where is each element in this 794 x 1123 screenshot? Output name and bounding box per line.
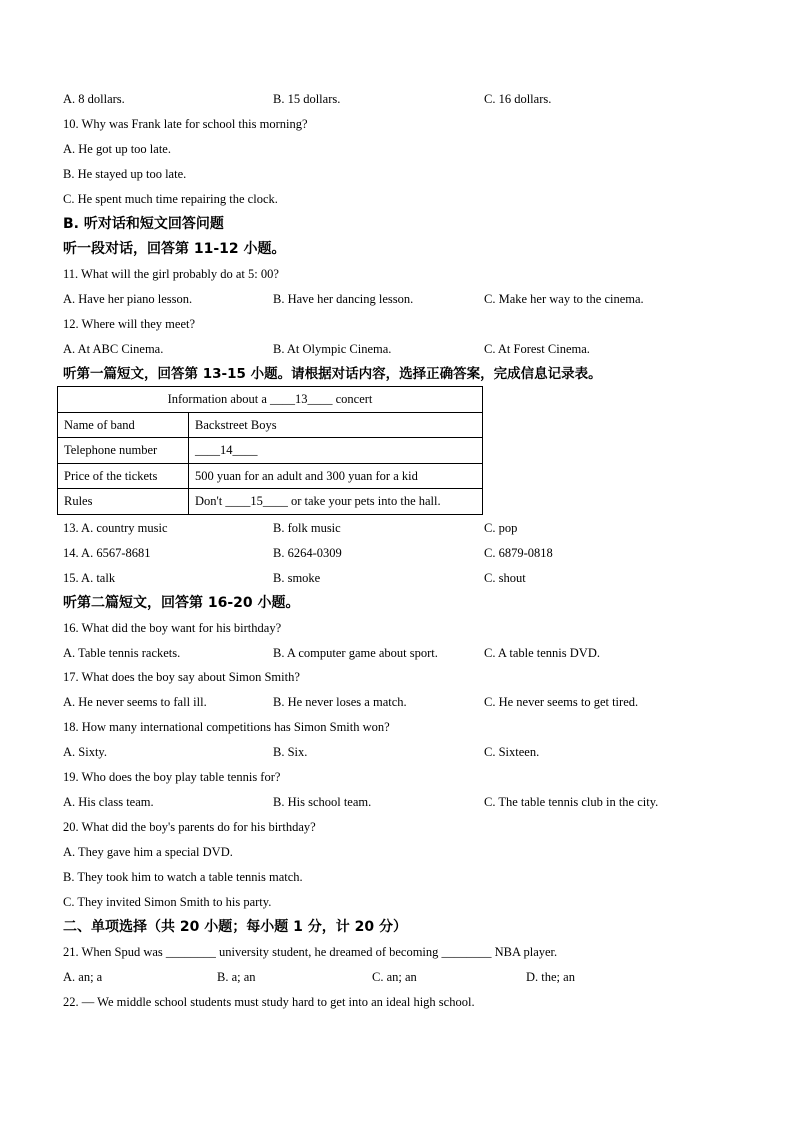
blank-13: ____13____: [270, 392, 333, 407]
option-c: C. Make her way to the cinema.: [484, 292, 644, 306]
option-a: A. Table tennis rackets.: [63, 646, 181, 660]
option-c: C. 16 dollars.: [484, 92, 552, 106]
q13-options: [63, 520, 743, 536]
table-title: [58, 387, 483, 413]
option-c: C. He spent much time repairing the clock.: [63, 192, 278, 206]
question-17: 17. What does the boy say about Simon Smith?: [63, 670, 300, 684]
option-b: B. a; an: [217, 970, 256, 984]
option-b: B. He never loses a match.: [273, 695, 407, 709]
option-b: B. At Olympic Cinema.: [273, 342, 392, 356]
option-b: B. 6264-0309: [273, 546, 342, 560]
info-record-table: [57, 386, 483, 515]
option-c: C. At Forest Cinema.: [484, 342, 590, 356]
table-row: [58, 438, 483, 464]
q17-options: [63, 694, 743, 710]
title-suffix: concert: [332, 392, 373, 407]
option-c: C. A table tennis DVD.: [484, 646, 600, 660]
option-b: B. A computer game about sport.: [273, 646, 438, 660]
q16-options: [63, 645, 743, 661]
question-10: 10. Why was Frank late for school this morning?: [63, 117, 308, 131]
option-a: A. He got up too late.: [63, 142, 171, 156]
table-row: [58, 489, 483, 515]
option-b: B. They took him to watch a table tennis match.: [63, 870, 303, 884]
option-c: C. He never seems to get tired.: [484, 695, 639, 709]
option-a: A. an; a: [63, 970, 103, 984]
part2-heading: 二、单项选择（共 20 小题；每小题 1 分，计 20 分）: [63, 919, 407, 935]
option-b: B. Six.: [273, 745, 308, 759]
question-16: 16. What did the boy want for his birthday?: [63, 621, 282, 635]
question-12: 12. Where will they meet?: [63, 317, 196, 331]
table-row: [58, 463, 483, 489]
question-19: 19. Who does the boy play table tennis for?: [63, 770, 281, 784]
row-key: Telephone number: [58, 438, 189, 464]
row-value: Backstreet Boys: [189, 412, 483, 438]
q9-options: [63, 91, 743, 107]
row-key: Price of the tickets: [58, 463, 189, 489]
option-b: B. 15 dollars.: [273, 92, 341, 106]
table-row: [58, 412, 483, 438]
q12-options: [63, 341, 743, 357]
q15-options: [63, 570, 743, 586]
row-key: Rules: [58, 489, 189, 515]
option-a: A. His class team.: [63, 795, 154, 809]
option-c: C. Sixteen.: [484, 745, 540, 759]
question-21: 21. When Spud was ________ university student, he dreamed of becoming ________ NBA player.: [63, 945, 558, 959]
option-b: B. His school team.: [273, 795, 372, 809]
dialogue-heading: 听一段对话，回答第 11-12 小题。: [63, 241, 286, 257]
table-row: [58, 387, 483, 413]
option-b: B. folk music: [273, 521, 341, 535]
option-a: 14. A. 6567-8681: [63, 546, 151, 560]
q21-options: [63, 969, 743, 985]
question-20: 20. What did the boy's parents do for his birthday?: [63, 820, 316, 834]
passage1-heading: 听第一篇短文，回答第 13-15 小题。请根据对话内容，选择正确答案，完成信息记录表。: [63, 366, 602, 382]
option-c: C. 6879-0818: [484, 546, 553, 560]
option-a: 13. A. country music: [63, 521, 168, 535]
question-11: 11. What will the girl probably do at 5: 00?: [63, 267, 279, 281]
row-value: 500 yuan for an adult and 300 yuan for a kid: [189, 463, 483, 489]
option-b: B. He stayed up too late.: [63, 167, 187, 181]
option-c: C. They invited Simon Smith to his party.: [63, 895, 272, 909]
question-18: 18. How many international competitions has Simon Smith won?: [63, 720, 390, 734]
option-b: B. smoke: [273, 571, 321, 585]
option-c: C. an; an: [372, 970, 417, 984]
row-value: ____14____: [189, 438, 483, 464]
title-prefix: Information about a: [167, 392, 270, 407]
section-b-heading: B. 听对话和短文回答问题: [63, 216, 224, 232]
option-a: A. He never seems to fall ill.: [63, 695, 207, 709]
option-a: A. 8 dollars.: [63, 92, 125, 106]
option-a: 15. A. talk: [63, 571, 116, 585]
option-c: C. pop: [484, 521, 518, 535]
option-c: C. shout: [484, 571, 526, 585]
option-d: D. the; an: [526, 970, 575, 984]
question-22: 22. — We middle school students must study hard to get into an ideal high school.: [63, 995, 475, 1009]
q14-options: [63, 545, 743, 561]
passage2-heading: 听第二篇短文，回答第 16-20 小题。: [63, 595, 300, 611]
option-a: A. They gave him a special DVD.: [63, 845, 233, 859]
option-c: C. The table tennis club in the city.: [484, 795, 659, 809]
option-a: A. Sixty.: [63, 745, 107, 759]
q19-options: [63, 794, 743, 810]
option-a: A. Have her piano lesson.: [63, 292, 193, 306]
row-key: Name of band: [58, 412, 189, 438]
q18-options: [63, 744, 743, 760]
q11-options: [63, 291, 743, 307]
row-value: Don't ____15____ or take your pets into the hall.: [189, 489, 483, 515]
option-b: B. Have her dancing lesson.: [273, 292, 414, 306]
option-a: A. At ABC Cinema.: [63, 342, 164, 356]
